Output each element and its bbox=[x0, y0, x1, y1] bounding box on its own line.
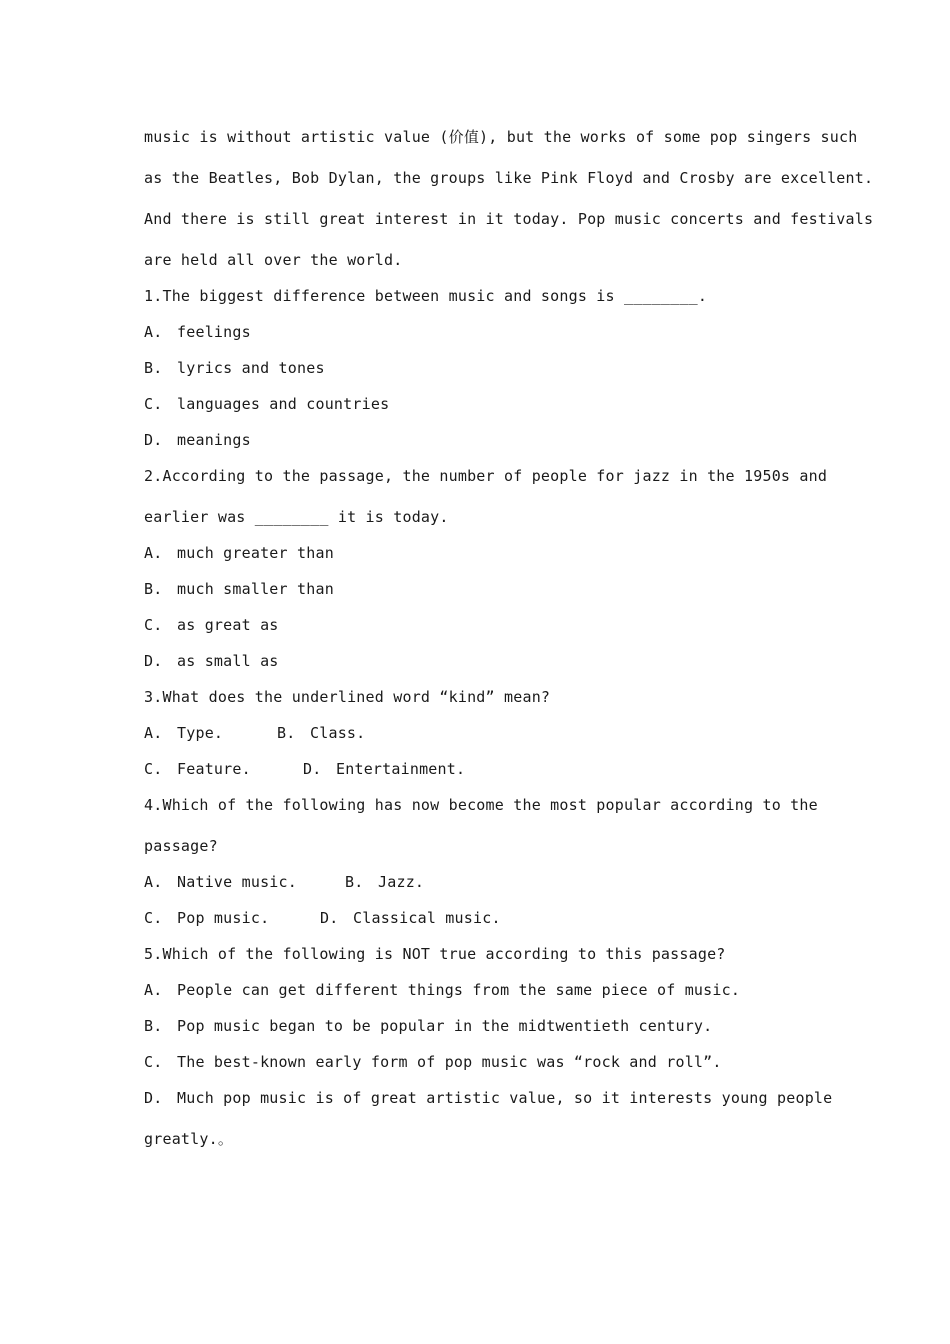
passage-line: music is without artistic value (价值), but the works of some pop singers such bbox=[144, 128, 858, 146]
passage-line: And there is still great interest in it today. Pop music concerts and festivals bbox=[144, 210, 874, 228]
option-letter: A. bbox=[144, 724, 163, 742]
question-5-stem: 5.Which of the following is NOT true according to this passage? bbox=[144, 945, 726, 963]
question-5-option-b bbox=[144, 1016, 712, 1036]
option-letter: A. bbox=[144, 323, 163, 341]
option-letter: C. bbox=[144, 395, 163, 413]
option-letter: B. bbox=[144, 359, 163, 377]
option-text: Type. bbox=[177, 724, 224, 742]
question-4-stem: 4.Which of the following has now become the most popular according to the bbox=[144, 796, 818, 814]
option-text: Classical music. bbox=[353, 909, 501, 927]
question-2-stem: earlier was ________ it is today. bbox=[144, 508, 449, 526]
option-text: Entertainment. bbox=[336, 760, 466, 778]
option-text: Jazz. bbox=[378, 873, 425, 891]
option-text: as great as bbox=[177, 616, 279, 634]
option-letter: B. bbox=[345, 873, 364, 891]
question-1-option-a bbox=[144, 322, 251, 342]
question-4-options-row bbox=[144, 908, 501, 928]
question-2-option-d bbox=[144, 651, 279, 671]
option-letter: A. bbox=[144, 544, 163, 562]
option-text: Pop music. bbox=[177, 909, 270, 927]
option-letter: D. bbox=[144, 1089, 163, 1107]
question-5-option-d bbox=[144, 1088, 832, 1108]
option-letter: B. bbox=[144, 580, 163, 598]
question-5-option-c bbox=[144, 1052, 722, 1072]
question-3-options-row bbox=[144, 759, 465, 779]
option-letter: D. bbox=[144, 652, 163, 670]
option-text: meanings bbox=[177, 431, 251, 449]
question-4-stem: passage? bbox=[144, 837, 218, 855]
question-1-stem: 1.The biggest difference between music and songs is ________. bbox=[144, 287, 708, 305]
option-letter: D. bbox=[320, 909, 339, 927]
option-letter: D. bbox=[303, 760, 322, 778]
question-3-stem: 3.What does the underlined word “kind” mean? bbox=[144, 688, 551, 706]
question-1-option-b bbox=[144, 358, 325, 378]
question-2-option-c bbox=[144, 615, 279, 635]
option-text: feelings bbox=[177, 323, 251, 341]
option-text: as small as bbox=[177, 652, 279, 670]
option-text: People can get different things from the same piece of music. bbox=[177, 981, 741, 999]
question-1-option-d bbox=[144, 430, 251, 450]
option-letter: C. bbox=[144, 909, 163, 927]
option-text: Much pop music is of great artistic value, so it interests young people bbox=[177, 1089, 833, 1107]
question-3-options-row bbox=[144, 723, 365, 743]
question-5-option-d-continuation: greatly.。 bbox=[144, 1130, 234, 1148]
option-letter: C. bbox=[144, 760, 163, 778]
option-text: Pop music began to be popular in the midtwentieth century. bbox=[177, 1017, 713, 1035]
option-text: Feature. bbox=[177, 760, 251, 778]
option-letter: B. bbox=[144, 1017, 163, 1035]
option-letter: C. bbox=[144, 1053, 163, 1071]
option-letter: A. bbox=[144, 981, 163, 999]
option-letter: A. bbox=[144, 873, 163, 891]
question-1-option-c bbox=[144, 394, 389, 414]
option-letter: C. bbox=[144, 616, 163, 634]
question-5-option-a bbox=[144, 980, 740, 1000]
option-text: Class. bbox=[310, 724, 366, 742]
option-text: Native music. bbox=[177, 873, 297, 891]
option-letter: B. bbox=[277, 724, 296, 742]
option-text: much greater than bbox=[177, 544, 334, 562]
question-2-option-a bbox=[144, 543, 334, 563]
passage-line: as the Beatles, Bob Dylan, the groups like Pink Floyd and Crosby are excellent. bbox=[144, 169, 874, 187]
option-text: The best-known early form of pop music was “rock and roll”. bbox=[177, 1053, 722, 1071]
option-text: lyrics and tones bbox=[177, 359, 325, 377]
option-text: much smaller than bbox=[177, 580, 334, 598]
question-4-options-row bbox=[144, 872, 424, 892]
option-text: languages and countries bbox=[177, 395, 390, 413]
question-2-option-b bbox=[144, 579, 334, 599]
option-letter: D. bbox=[144, 431, 163, 449]
passage-line: are held all over the world. bbox=[144, 251, 403, 269]
question-2-stem: 2.According to the passage, the number of people for jazz in the 1950s and bbox=[144, 467, 828, 485]
